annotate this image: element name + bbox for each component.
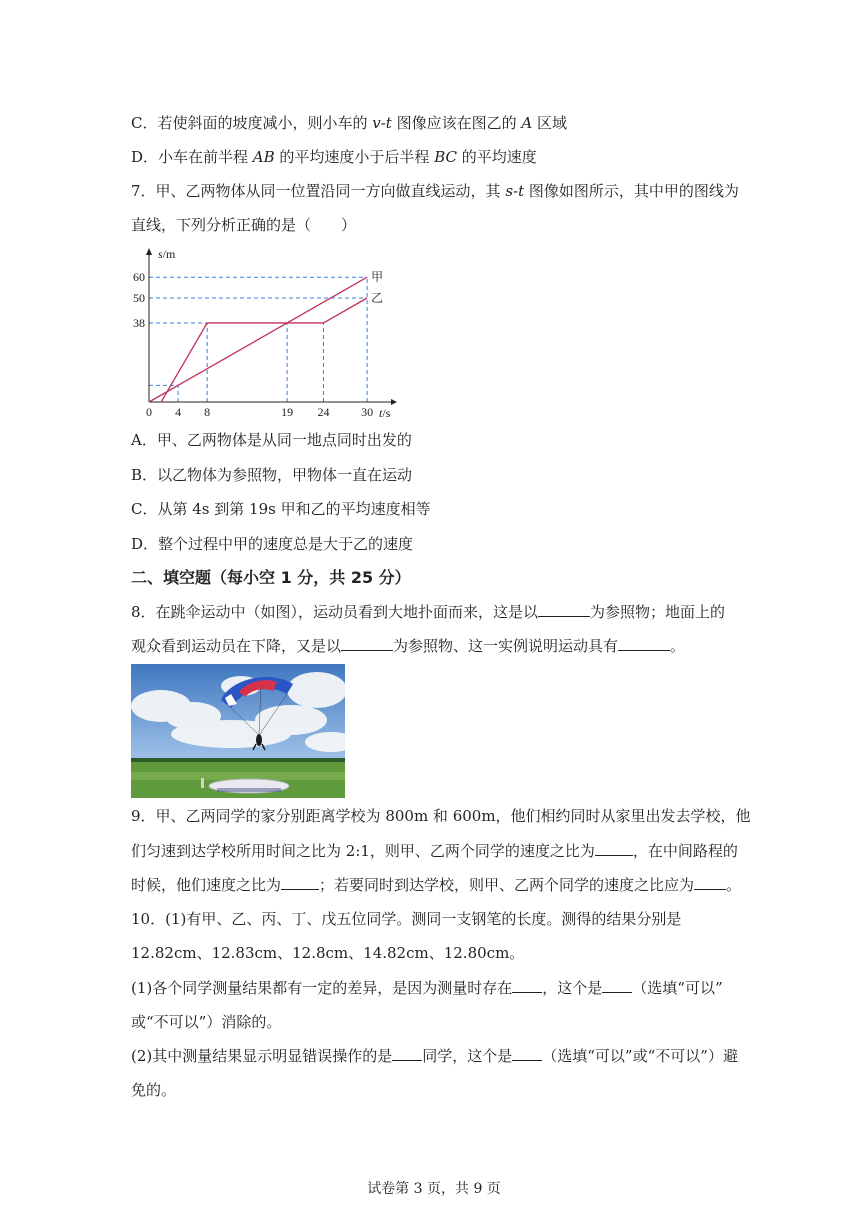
q6-option-d: D．小车在前半程 AB 的平均速度小于后半程 BC 的平均速度 [131, 148, 537, 166]
x-tick-19: 19 [281, 405, 294, 419]
y-axis-label: s/m [158, 247, 176, 261]
q10-line2: 12.82cm、12.83cm、12.8cm、14.82cm、12.80cm。 [131, 944, 525, 962]
series-lines [149, 277, 367, 402]
answer-blank [281, 875, 319, 890]
x-tick-4: 4 [175, 405, 182, 419]
q9-line2: 们匀速到达学校所用时间之比为 2:1，则甲、乙两个同学的速度之比为 ，在中间路程的 [131, 842, 738, 860]
q10-line3: (1)各个同学测量结果都有一定的差异，是因为测量时存在 ，这个是 （选填“可以” [131, 979, 723, 997]
x-tick-8: 8 [204, 405, 211, 419]
answer-blank [341, 636, 393, 651]
answer-blank [392, 1046, 422, 1061]
series-line-jia [149, 277, 367, 402]
st-graph [131, 242, 411, 422]
q7-stem-line1: 7．甲、乙两物体从同一位置沿同一方向做直线运动，其 s-t 图像如图所示，其中甲的图线为 [131, 182, 739, 200]
x-tick-30: 30 [361, 405, 374, 419]
answer-blank [512, 1046, 542, 1061]
y-tick-60: 60 [133, 270, 145, 285]
parachute-photo [131, 664, 345, 798]
x-tick-24: 24 [317, 405, 330, 419]
series-label-yi: 乙 [371, 291, 384, 305]
q10-line4: 或“不可以”）消除的。 [131, 1013, 282, 1031]
q9-line1: 9．甲、乙两同学的家分别距离学校为 800m 和 600m，他们相约同时从家里出发去学校，他 [131, 807, 751, 825]
q7-option-b: B．以乙物体为参照物，甲物体一直在运动 [131, 466, 413, 484]
q7-option-a: A．甲、乙两物体是从同一地点同时出发的 [131, 431, 412, 449]
q8-line2: 观众看到运动员在下降，又是以 为参照物、这一实例说明运动具有 。 [131, 637, 686, 655]
series-line-yi [161, 298, 367, 402]
answer-blank [694, 875, 726, 890]
q10-line1: 10．(1)有甲、乙、丙、丁、戊五位同学。测同一支钢笔的长度。测得的结果分别是 [131, 910, 682, 928]
section-title: 二、填空题（每小空 1 分，共 25 分） [131, 568, 411, 587]
y-tick-38: 38 [133, 315, 145, 330]
q9-line3: 时候，他们速度之比为 ；若要同时到达学校，则甲、乙两个同学的速度之比应为 。 [131, 876, 742, 894]
q10-line5: (2)其中测量结果显示明显错误操作的是 同学，这个是 （选填“可以”或“不可以”）避 [131, 1047, 738, 1065]
q7-stem-line2: 直线，下列分析正确的是（ ） [131, 216, 357, 234]
series-label-jia: 甲 [371, 270, 384, 285]
tick-labels [133, 270, 383, 419]
q7-option-d: D．整个过程中甲的速度总是大于乙的速度 [131, 535, 414, 553]
answer-blank [512, 978, 542, 993]
q7-option-c: C．从第 4s 到第 19s 甲和乙的平均速度相等 [131, 500, 431, 518]
answer-blank [602, 978, 632, 993]
y-axis-arrow [146, 248, 152, 255]
x-axis-arrow [391, 399, 397, 405]
q10-line6: 免的。 [131, 1081, 177, 1099]
page-footer: 试卷第 3 页，共 9 页 [367, 1181, 501, 1197]
q6-option-c: C．若使斜面的坡度减小，则小车的 v-t 图像应该在图乙的 A 区域 [131, 114, 567, 132]
y-tick-50: 50 [133, 291, 145, 305]
x-axis-label: t/s [379, 406, 391, 420]
q8-line1: 8．在跳伞运动中（如图），运动员看到大地扑面而来，这是以 为参照物；地面上的 [131, 603, 726, 621]
answer-blank [618, 636, 670, 651]
answer-blank [595, 841, 633, 856]
answer-blank [538, 602, 590, 617]
x-tick-0: 0 [146, 405, 152, 419]
parachute-illustration [131, 664, 345, 798]
